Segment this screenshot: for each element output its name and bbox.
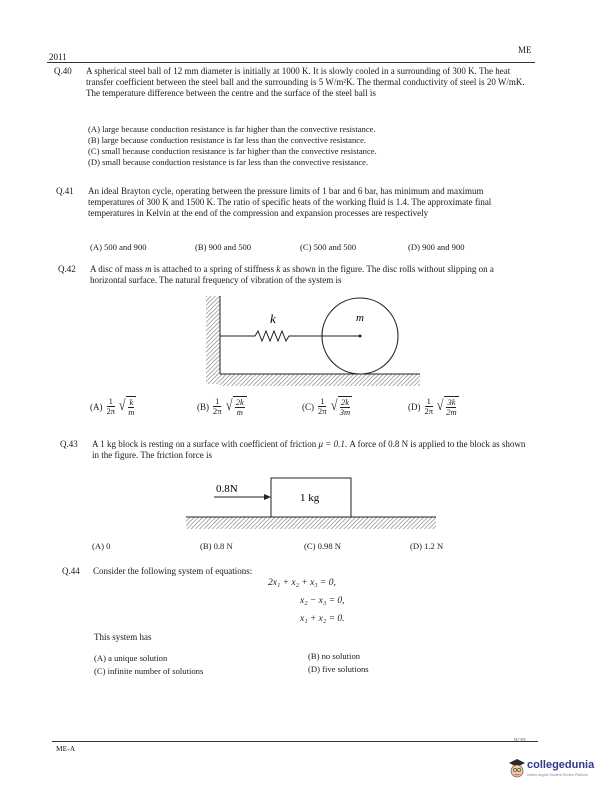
page-number: 9/20	[514, 737, 526, 744]
brand-logo	[506, 752, 598, 786]
force-label: 0.8N	[216, 483, 238, 495]
q42-option-d: (D) $\frac{1}{2\pi}$ √ 3k 2m	[408, 396, 457, 417]
q44-option-a: (A) a unique solution	[94, 653, 168, 663]
q42-number: Q.42	[58, 264, 76, 274]
q44-option-b: (B) no solution	[308, 651, 361, 661]
q40-number: Q.40	[54, 66, 72, 76]
q40-text: A spherical steel ball of 12 mm diameter is initially at 1000 K. It is slowly cooled in a surrounding of 300 K. The heat transfer coefficient between the steel ball and the surrounding is 5 W/m²K. The thermal conductivity of steel is 20 W/mK. The temperature difference between the centre and the surface of the steel ball is	[86, 66, 525, 99]
paper-year: 2011	[49, 52, 67, 62]
q44-text: Consider the following system of equations:	[93, 566, 253, 576]
q43-option-b: (B) 0.8 N	[200, 541, 233, 551]
q40-option-c: (C) small because conduction resistance is far higher than the convective resistance.	[88, 146, 377, 156]
q40-option-d: (D) small because conduction resistance is far less than the convective resistance.	[88, 157, 369, 167]
q44-equation-3: x₁ + x₂ = 0.	[300, 614, 345, 624]
q41-option-d: (D) 900 and 900	[408, 242, 465, 252]
q42-option-c: (C) $\frac{1}{2\pi}$ √ 2k 3m	[302, 396, 351, 417]
q43-option-c: (C) 0.98 N	[304, 541, 341, 551]
force-arrow-head	[264, 494, 271, 500]
q43-number: Q.43	[60, 439, 78, 449]
q41-option-c: (C) 500 and 500	[300, 242, 357, 252]
q43-figure	[180, 476, 440, 538]
q44-number: Q.44	[62, 566, 80, 576]
q43-option-d: (D) 1.2 N	[410, 541, 444, 551]
q42-text: A disc of mass m is attached to a spring of stiffness k as shown in the figure. The disc rolls without slipping on a horizontal surface. The natural frequency of vibration of the system is	[90, 264, 494, 286]
disc-label: m	[356, 312, 364, 324]
q41-option-a: (A) 500 and 900	[90, 242, 147, 252]
ground-hatch	[220, 374, 420, 386]
q44-statement: This system has	[94, 632, 152, 642]
q44-option-d: (D) five solutions	[308, 664, 369, 674]
q44-equation-2: x₂ − x₃ = 0,	[300, 596, 345, 606]
footer-paper-code: ME-A	[56, 744, 76, 753]
q41-text: An ideal Brayton cycle, operating between the pressure limits of 1 bar and 6 bar, has minimum and maximum temperatures of 300 K and 1500 K. The ratio of specific heats of the working fluid is 1.4. The approximate final temperatures in Kelvin at the end of the compression and expansion processes are respectively	[88, 186, 492, 219]
paper-code: ME	[518, 45, 532, 55]
q42-figure	[200, 294, 430, 394]
q42-option-b: (B) $\frac{1}{2\pi}$ √ 2k m	[197, 396, 247, 417]
wall-hatch	[206, 296, 220, 384]
surface-hatch	[186, 517, 436, 529]
block-label: 1 kg	[300, 492, 320, 504]
q43-option-a: (A) 0	[92, 541, 111, 551]
q43-text: A 1 kg block is resting on a surface with coefficient of friction μ = 0.1. A force of 0.8 N is applied to the block as shown in the figure. The friction force is	[92, 439, 526, 461]
brand-tagline: India's largest Student Review Platform	[527, 773, 588, 777]
q42-option-a: (A) $\frac{1}{2\pi}$ √ k m	[90, 396, 135, 417]
q44-equation-1: 2x₁ + x₂ + x₃ = 0,	[268, 578, 336, 588]
header-rule	[47, 62, 535, 63]
q41-number: Q.41	[56, 186, 74, 196]
spring-label: k	[270, 311, 276, 326]
spring	[220, 331, 330, 341]
q41-option-b: (B) 900 and 500	[195, 242, 252, 252]
mascot-icon	[508, 758, 526, 780]
brand-name: collegedunia	[527, 759, 595, 771]
q40-option-a: (A) large because conduction resistance is far higher than the convective resistance.	[88, 124, 376, 134]
q44-option-c: (C) infinite number of solutions	[94, 666, 204, 676]
q40-option-b: (B) large because conduction resistance is far less than the convective resistance.	[88, 135, 367, 145]
footer-rule	[52, 741, 538, 742]
